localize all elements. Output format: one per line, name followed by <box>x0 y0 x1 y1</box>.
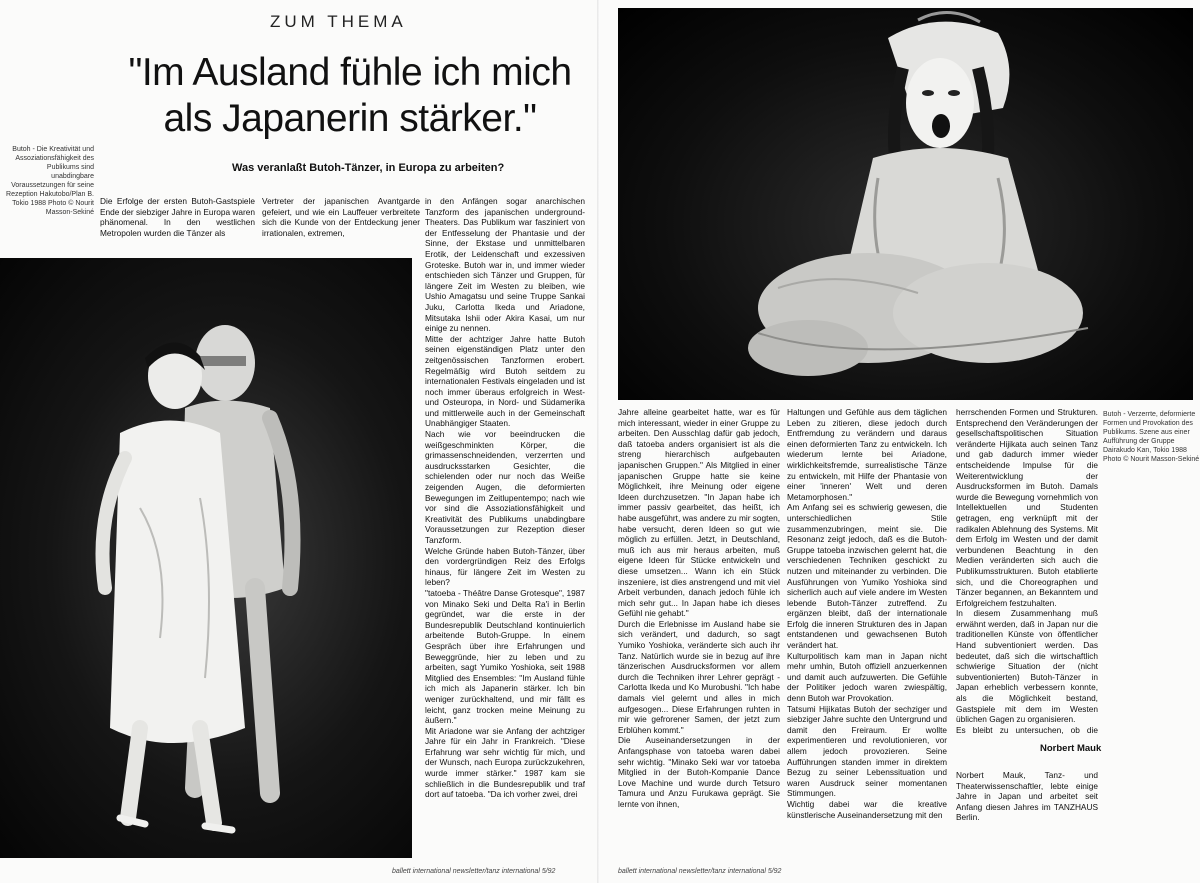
column-1-text: Die Erfolge der ersten Butoh-Gastspiele Ende der siebziger Jahre in Europa waren phänomenal. In den westlichen Metropolen wurden die Tänzer als <box>100 196 255 238</box>
column-3-text: in den Anfängen sogar anarchischen Tanzform des japanischen underground-Theaters. Das Publikum war fasziniert von der Entfesselung der Phantasie und der Sinne, der Ekstase und unmittelbaren Erotik, der Leidenschaft und exzessiven Groteske. Butoh war in, und immer wieder entschieden sich Tänzer und Gruppen, für längere Zeit im Westen zu bleiben, wie Ushio Amagatsu und seine Truppe Sankai Juku, Carlotta Ikeda und Ariadone, Mitsutaka Ishii oder Akira Kasai, um nur einige zu nennen. Mitte der achtziger Jahre hatte Butoh seinen eigenständigen Platz unter den zeitgenössischen Tanzformen erobert. Regelmäßig wird Butoh seitdem zu internationalen Festivals eingeladen und ist noch immer überaus erfolgreich in West- und Osteuropa, in Nord- und Südamerika und mittlerweile auch in der Gemeinschaft Unabhängiger Staaten. Nach wie vor beeindrucken die weißgeschminkten Körper, die grimassenschneidenden, verzerrten und ausdrucksstarken Gesichter, die schielenden oder nur noch das Weiße zeigenden Augen, die deformierten Bewegungen im Zeitlupentempo; nach wie vor sind die Assoziationsfähigkeit und Kreativität des Publikums unabdingbare Voraussetzungen zur Rezeption dieser Tanzform. Welche Gründe haben Butoh-Tänzer, über den vordergründigen Reiz des Erfolgs hinaus, für längere Zeit im Westen zu leben? "tatoeba - Théâtre Danse Grotesque", 1987 von Minako Seki und Delta Ra'i in Berlin gegründet, war die erste in der Bundesrepublik Deutschland kontinuierlich arbeitende Butoh-Gruppe. In einem Gespräch über ihre Erfahrungen und Beweggründe, hier zu leben und zu arbeiten, sagt Yumiko Yoshioka, seit 1988 Mitglied des Ensembles: "Im Ausland fühle ich mich als Japanerin stärker. Ich bin weniger zurückhaltend, und mir fällt es leicht, ganz trocken meine Meinung zu äußern." Mit Ariadone war sie Anfang der achtziger Jahre für ein Jahr in Frankreich. "Diese Erfahrung war sehr wichtig für mich, und der Wunsch, nach Europa zurückzukehren, wurde immer stärker." 1987 kam sie schließlich in die Bundesrepublik und traf dort auf tatoeba. "Da ich vorher zwei, drei <box>425 196 585 800</box>
column-5-text: Haltungen und Gefühle aus dem täglichen Leben zu zitieren, diese jedoch durch Entfremdung zu verändern und daraus einen deformierten Tanz zu entwickeln. Ich wiederum lernte bei Ariadone, wirklichkeitsfremde, surrealistische Tänze zu entwickeln, mit Hilfe der Phantasie von einer 'inneren' Welt und deren Metamorphosen." Am Anfang sei es schwierig gewesen, die unterschiedlichen Stile zusammenzubringen, meint sie. Die Resonanz zeigt jedoch, daß es die Butoh-Gruppe tatoeba inzwischen gelernt hat, die verschiedenen Techniken geschickt zu nutzen und miteinander zu verbinden. Die Ausführungen von Yumiko Yoshioka sind sicherlich auch auf viele andere im Westen lebende Butoh-Tänzer zutreffend. Zu ergänzen bleibt, daß der internationale Erfolg die inneren Strukturen des in Japan entstandenen und gewachsenen Butoh verändert hat. Kulturpolitisch kam man in Japan nicht mehr umhin, Butoh offiziell anzuerkennen und damit auch aufzuwerten. Die Gefühle der Politiker jedoch waren zwiespältig, denn Butoh war Provokation. Tatsumi Hijikatas Butoh der sechziger und siebziger Jahre suchte den Untergrund und damit den Freiraum. Er wollte experimentieren und revolutionieren, vor allem jedoch provozieren. Seine Aufführungen standen immer in direktem Bezug zu seiner Lebenssituation und waren Ausdruck seiner momentanen Stimmungen. Wichtig dabei war die kreative künstlerische Auseinandersetzung mit den <box>787 407 947 820</box>
author-bio: Norbert Mauk, Tanz- und Theaterwissenschaftler, lebte einige Jahre in Japan und arbeitet seit Anfang diesen Jahres im TANZHAUS Berlin. <box>956 770 1098 823</box>
photo-caption-left: Butoh - Die Kreativität und Assoziationsfähigkeit des Publikums sind unabdingbare Voraussetzungen für seine Rezeption Hakutobo/Plan B. Tokio 1988 Photo © Nourit Masson-Sekiné <box>6 146 94 216</box>
dancers-photo <box>0 258 412 858</box>
article-column-4 <box>618 407 780 854</box>
article-column-1 <box>100 196 255 248</box>
column-2-text: Vertreter der japanischen Avantgarde gefeiert, und wie ein Lauffeuer verbreitete sich die Kunde von der Entdeckung jener irrationalen, extremen, <box>262 196 420 238</box>
footer-left: ballett international newsletter/tanz international 5/92 <box>392 868 556 875</box>
column-6-text: herrschenden Formen und Strukturen. Entsprechend den Veränderungen der gesellschaftspolitischen Situation veränderte Hijikata auch seinen Tanz und gab dadurch immer wieder entscheidende Impulse für die Weiterentwicklung der Ausdrucksformen im Butoh. Damals wurde die Bewegung vornehmlich von Intellektuellen und Studenten getragen, eng verknüpft mit der radikalen Ablehnung des Systems. Mit dem Erfolg im Westen und der damit verbundenen Beachtung in den Medien veränderten sich auch die Publikumsstrukturen. Butoh etablierte sich, und die Choreographen und Tänzer begannen, an Bekanntem und Erfolgreichem festzuhalten. In diesem Zusammenhang muß erwähnt werden, daß in Japan nur die traditionellen Künste von öffentlicher Hand subventioniert werden. Das bedeutet, daß sich die wirtschaftlich schwierige Situation der (nicht subventionierten) Butoh-Tänzer in Japan erheblich verbessern konnte, als die Möglichkeit bestand, Gastspiele mit dem im Westen üblichen Gagen zu organisieren. Es bleibt zu untersuchen, ob die <box>956 407 1098 735</box>
article-column-5 <box>787 407 947 854</box>
footer-right: ballett international newsletter/tanz international 5/92 <box>618 868 782 875</box>
section-kicker: ZUM THEMA <box>270 12 407 31</box>
author-signature: Norbert Mauk <box>1040 743 1102 754</box>
masked-dancer-photo-illustration <box>618 8 1193 400</box>
dancers-photo-illustration <box>0 258 412 858</box>
subheadline: Was veranlaßt Butoh-Tänzer, in Europa zu arbeiten? <box>232 162 505 174</box>
headline: "Im Ausland fühle ich mich als Japanerin stärker." <box>128 51 572 140</box>
article-column-2 <box>262 196 420 248</box>
column-4-text: Jahre alleine gearbeitet hatte, war es für mich interessant, wieder in einer Gruppe zu arbeiten. Den Ausschlag dafür gab jedoch, daß tatoeba anders organisiert ist als die streng hierarchisch aufgebauten japanischen Gruppen." Als Mitglied in einer japanischen Gruppe hatte sie keine Möglichkeit, ihre Meinung oder eigene Ideen durchzusetzen. "In Japan habe ich immer passiv gearbeitet, das heißt, ich habe ausgeführt, was andere zu mir sogten, habe versucht, deren Ideen so gut wie möglich zu erfüllen. Jetzt, in Deutschland, muß ich aus mir heraus arbeiten, muß eigene Ideen für Stücke entwickeln und diese umsetzen... Wann ich ein Stück inszeniere, ist dies anstrengend und mit viel Arbeit verbunden, danach jedoch fühle ich mich sehr gut... In Japan habe ich dieses Gefühl nie gehabt." Durch die Erlebnisse im Ausland habe sie sich verändert, und dadurch, so sagt Yumiko Yoshioka, veränderte sich auch ihr Tanz. Natürlich wurde sie in bezug auf ihre tänzerischen Ausdrucksformen vor allem durch die Techniken ihrer Lehrer geprägt - Carlotta Ikeda und Ko Murobushi. "Ich habe damals viel gelernt und alles in mich aufgesogen... Diese Erfahrungen ruhten in mir wie gefrorener Samen, der jetzt zum Erblühen kommt." Die Auseinandersetzungen in der Anfangsphase von tatoeba waren dabei sehr wichtig. "Minako Seki war vor tatoeba Mitglied in der Butoh-Kompanie Dance Love Machine und wurde durch Tetsuro Tamura und Anzu Furukawa geprägt. Sie lernte von ihnen, <box>618 407 780 809</box>
masked-dancer-photo <box>618 8 1193 400</box>
article-column-3 <box>425 196 585 854</box>
photo-caption-right: Butoh - Verzerrte, deformierte Formen und Provokation des Publikums. Szene aus einer Aufführung der Gruppe Dairakudo Kan, Tokio 1988 Photo © Nourit Masson-Sekiné <box>1103 411 1200 463</box>
article-column-6 <box>956 407 1098 737</box>
